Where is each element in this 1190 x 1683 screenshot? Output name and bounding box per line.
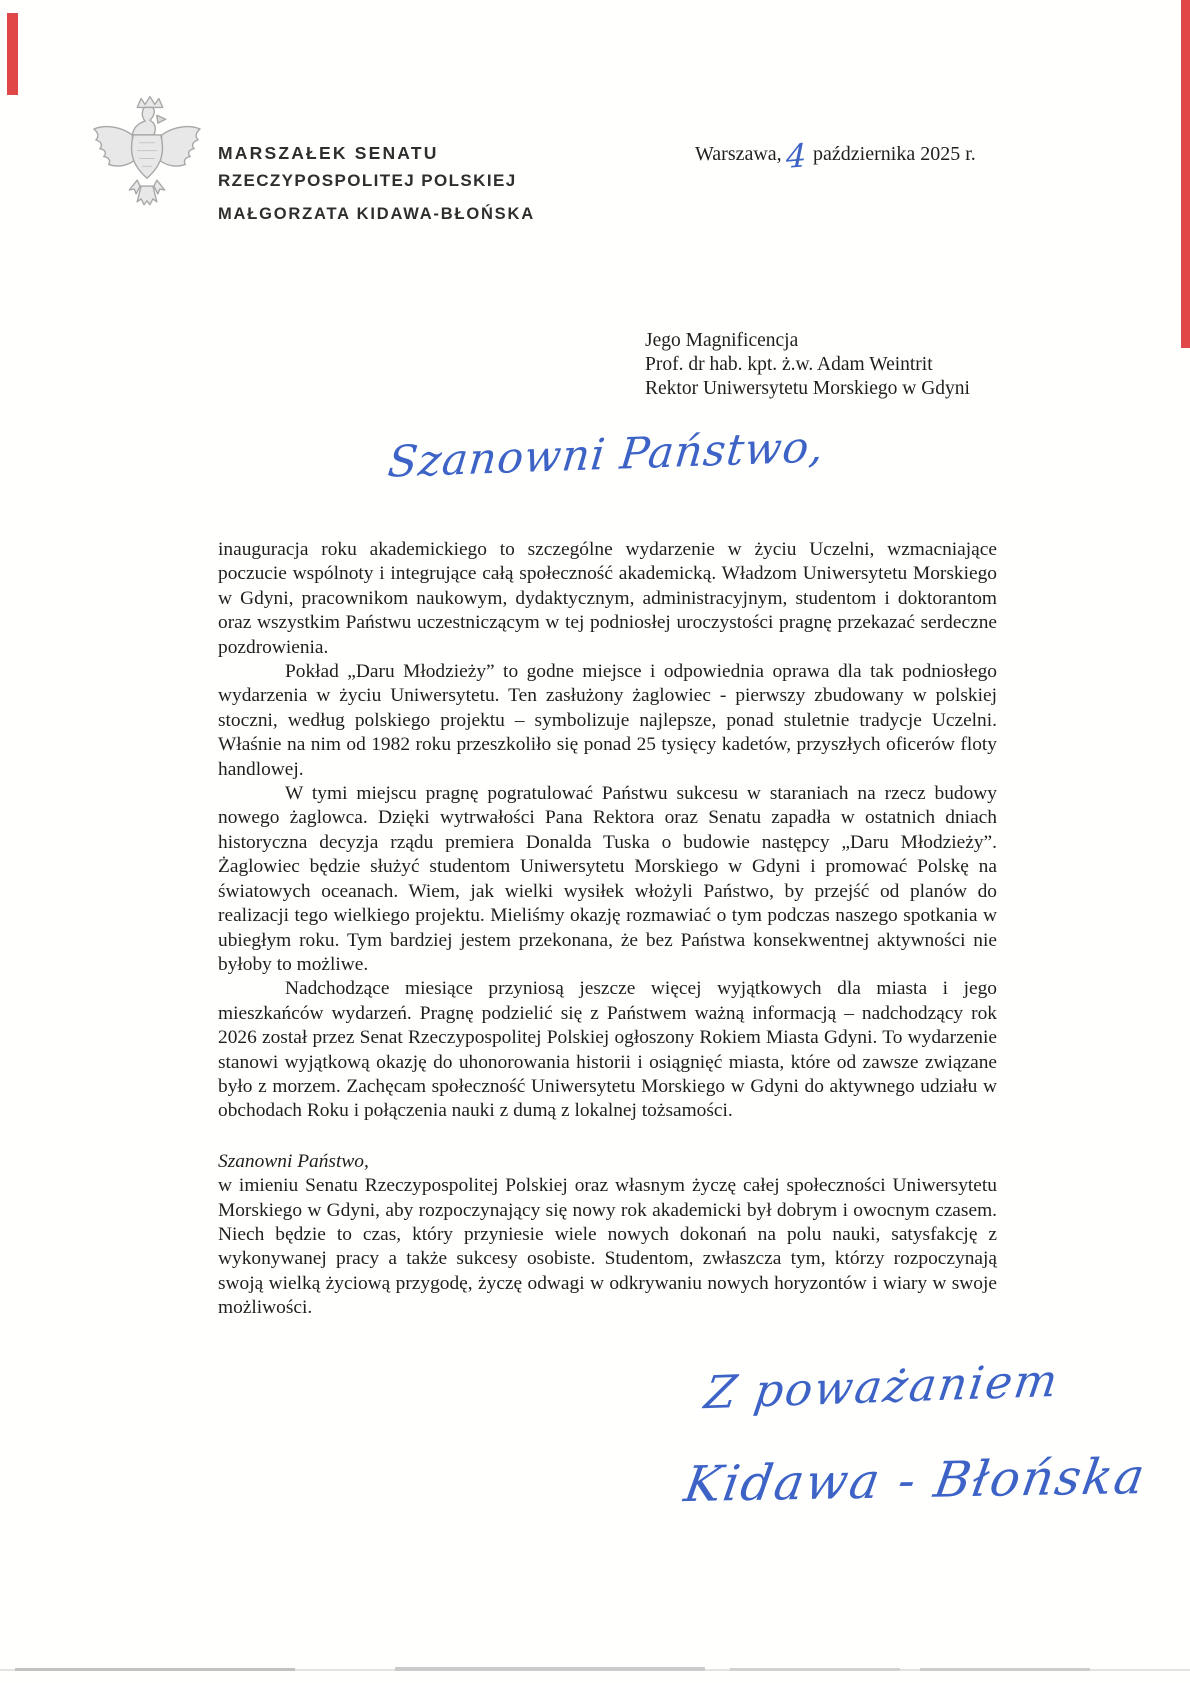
scan-artifact-segment (920, 1668, 1090, 1671)
paragraph: w imieniu Senatu Rzeczypospolitej Polskiej oraz własnym życzę całej społeczności Uniwersytetu Morskiego w Gdyni, aby rozpoczynający się nowy rok akademicki był dobrym i owocnym czasem. Niech będzie to czas, który przyniesie wiele nowych dokonań na polu nauki, satysfakcję z wykonywanej pracy a także sukcesy osobiste. Studentom, zwłaszcza tym, którzy rozpoczynają swoją wielką życiową przygodę, życzę odwagi w odkrywaniu nowych horyzontów i wiary w swoje możliwości. (218, 1175, 997, 1319)
scan-artifact-segment (395, 1667, 705, 1671)
dateline-city: Warszawa, (695, 143, 782, 165)
addressee-block (645, 329, 970, 400)
office-title-line1: MARSZAŁEK SENATU (218, 143, 439, 163)
red-edge-bar (1181, 0, 1190, 348)
handwritten-closing: Z poważaniem (701, 1353, 1063, 1420)
paragraph: Nadchodzące miesiące przyniosą jeszcze więcej wyjątkowych dla miasta i jego mieszkańców wydarzeń. Pragnę podzielić się z Państwem ważną informacją – nadchodzący rok 2026 został przez Senat Rzeczypospolitej Polskiej ogłoszony Rokiem Miasta Gdyni. To wydarzenie stanowi wyjątkową okazję do uhonorowania historii i osiągnięć miasta, które od zawsze związane było z morzem. Zachęcam społeczność Uniwersytetu Morskiego w Gdyni do aktywnego udziału w obchodach Roku i połączenia nauki z dumą z lokalnej tożsamości. (218, 978, 997, 1122)
paragraph: Pokład „Daru Młodzieży” to godne miejsce i odpowiednia oprawa dla tak podniosłego wydarzenia w życiu Uniwersytetu. Ten zasłużony żaglowiec - pierwszy zbudowany w polskiej stoczni, według polskiego projektu – symbolizuje najlepsze, ponad stuletnie tradycje Uczelni. Właśnie na nim od 1982 roku przeszkoliło się ponad 25 tysięcy kadetów, przyszłych oficerów floty handlowej. (218, 661, 997, 780)
addressee-line1: Jego Magnificencja (645, 330, 799, 351)
scan-artifact-segment (15, 1668, 295, 1671)
handwritten-salutation: Szanowni Państwo, (385, 422, 827, 488)
paragraph: W tymi miejscu pragnę pogratulować Państwu sukcesu w staraniach na rzecz budowy nowego żaglowca. Dzięki wytrwałości Pana Rektora oraz Senatu zapadła w ostatnich dniach historyczna decyzja rządu premiera Donalda Tuska o budowie następcy „Daru Młodzieży”. Żaglowiec będzie służyć studentom Uniwersytetu Morskiego w Gdyni i promować Polskę na światowych oceanach. Wiem, jak wielki wysiłek włożyli Państwo, by przejść od planów do realizacji tego wielkiego projektu. Mieliśmy okazję rozmawiać o tym podczas naszego spotkania w ubiegłym roku. Tym bardziej jestem przekonana, że bez Państwa konsekwentnej aktywności nie byłoby to możliwe. (218, 783, 997, 975)
dateline (695, 136, 976, 176)
addressee-line3: Rektor Uniwersytetu Morskiego w Gdyni (645, 377, 970, 399)
letter-body (218, 538, 997, 1321)
dateline-rest: października 2025 r. (813, 143, 976, 165)
letterhead-office (218, 139, 517, 195)
paragraph: inauguracja roku akademickiego to szczególne wydarzenie w życiu Uczelni, wzmacniające poczucie wspólnoty i integrujące całą społeczność akademicką. Władzom Uniwersytetu Morskiego w Gdyni, pracownikom naukowym, dydaktycznym, administracyjnym, studentom i doktorantom oraz wszystkim Państwu uczestniczącym w tej podniosłej uroczystości pragnę przekazać serdeczne pozdrowienia. (218, 539, 997, 658)
red-margin-mark (7, 13, 18, 95)
office-title-line2: RZECZYPOSPOLITEJ POLSKIEJ (218, 171, 517, 190)
polish-eagle-emblem (88, 88, 206, 233)
dateline-handwritten-day: 4 (785, 136, 807, 176)
handwritten-signature: Kidawa - Błońska (680, 1447, 1151, 1514)
letterhead-person-name: MAŁGORZATA KIDAWA-BŁOŃSKA (218, 205, 535, 223)
typed-salutation: Szanowni Państwo, (218, 1150, 369, 1172)
scan-artifact-segment (730, 1668, 900, 1671)
addressee-line2: Prof. dr hab. kpt. ż.w. Adam Weintrit (645, 353, 933, 375)
